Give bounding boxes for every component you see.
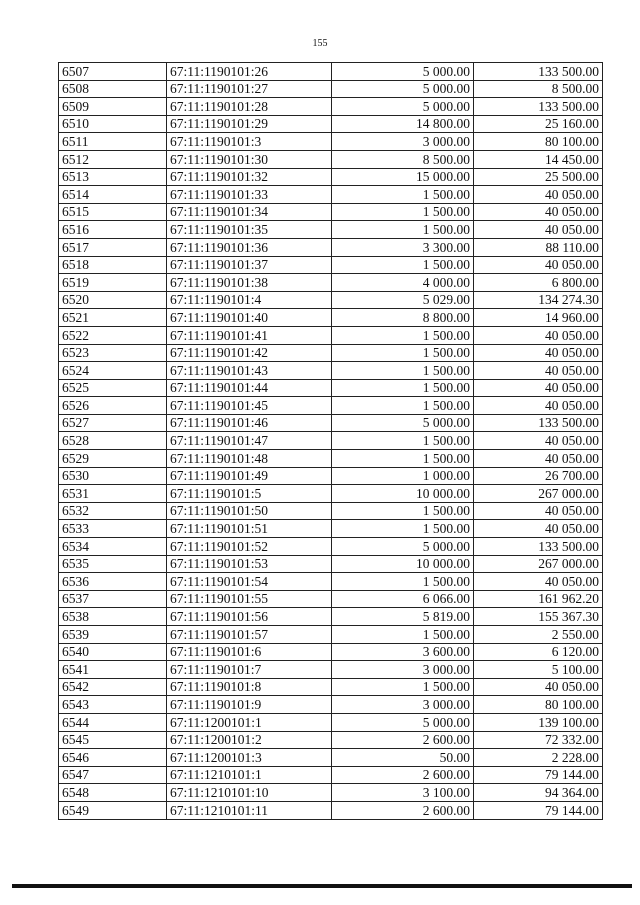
table-row [59, 98, 603, 116]
value-cell: 40 050.00 [474, 326, 603, 344]
row-number-cell: 6533 [59, 520, 167, 538]
table-row [59, 133, 603, 151]
row-number-cell: 6513 [59, 168, 167, 186]
table-row [59, 590, 603, 608]
cadastral-number-cell: 67:11:1190101:45 [167, 397, 332, 415]
area-cell: 1 500.00 [332, 256, 474, 274]
cadastral-number-cell: 67:11:1190101:53 [167, 555, 332, 573]
row-number-cell: 6546 [59, 749, 167, 767]
cadastral-number-cell: 67:11:1190101:26 [167, 63, 332, 81]
value-cell: 40 050.00 [474, 379, 603, 397]
cadastral-number-cell: 67:11:1190101:28 [167, 98, 332, 116]
area-cell: 5 819.00 [332, 608, 474, 626]
area-cell: 3 100.00 [332, 784, 474, 802]
table-row [59, 203, 603, 221]
row-number-cell: 6520 [59, 291, 167, 309]
row-number-cell: 6522 [59, 326, 167, 344]
value-cell: 267 000.00 [474, 555, 603, 573]
row-number-cell: 6538 [59, 608, 167, 626]
area-cell: 10 000.00 [332, 555, 474, 573]
row-number-cell: 6540 [59, 643, 167, 661]
area-cell: 5 000.00 [332, 713, 474, 731]
value-cell: 40 050.00 [474, 520, 603, 538]
cadastral-number-cell: 67:11:1200101:2 [167, 731, 332, 749]
table-row [59, 274, 603, 292]
cadastral-number-cell: 67:11:1190101:5 [167, 485, 332, 503]
cadastral-number-cell: 67:11:1190101:30 [167, 150, 332, 168]
cadastral-number-cell: 67:11:1210101:1 [167, 766, 332, 784]
row-number-cell: 6530 [59, 467, 167, 485]
table-row [59, 150, 603, 168]
table-row [59, 485, 603, 503]
row-number-cell: 6536 [59, 573, 167, 591]
row-number-cell: 6527 [59, 414, 167, 432]
row-number-cell: 6548 [59, 784, 167, 802]
row-number-cell: 6515 [59, 203, 167, 221]
value-cell: 133 500.00 [474, 414, 603, 432]
row-number-cell: 6534 [59, 538, 167, 556]
cadastral-number-cell: 67:11:1190101:51 [167, 520, 332, 538]
table-row [59, 573, 603, 591]
cadastral-number-cell: 67:11:1190101:37 [167, 256, 332, 274]
row-number-cell: 6541 [59, 661, 167, 679]
table-row [59, 467, 603, 485]
value-cell: 161 962.20 [474, 590, 603, 608]
row-number-cell: 6532 [59, 502, 167, 520]
row-number-cell: 6545 [59, 731, 167, 749]
value-cell: 94 364.00 [474, 784, 603, 802]
table-row [59, 555, 603, 573]
cadastral-number-cell: 67:11:1190101:55 [167, 590, 332, 608]
cadastral-number-cell: 67:11:1190101:7 [167, 661, 332, 679]
area-cell: 3 000.00 [332, 661, 474, 679]
value-cell: 40 050.00 [474, 573, 603, 591]
table-row [59, 397, 603, 415]
value-cell: 40 050.00 [474, 203, 603, 221]
area-cell: 1 500.00 [332, 678, 474, 696]
table-row [59, 80, 603, 98]
area-cell: 1 500.00 [332, 344, 474, 362]
value-cell: 133 500.00 [474, 63, 603, 81]
table-row [59, 326, 603, 344]
cadastral-number-cell: 67:11:1190101:29 [167, 115, 332, 133]
table-row [59, 414, 603, 432]
table-body [59, 63, 603, 820]
row-number-cell: 6526 [59, 397, 167, 415]
area-cell: 5 000.00 [332, 98, 474, 116]
row-number-cell: 6531 [59, 485, 167, 503]
row-number-cell: 6523 [59, 344, 167, 362]
area-cell: 1 500.00 [332, 432, 474, 450]
value-cell: 40 050.00 [474, 256, 603, 274]
row-number-cell: 6537 [59, 590, 167, 608]
cadastral-number-cell: 67:11:1190101:43 [167, 362, 332, 380]
table-row [59, 626, 603, 644]
value-cell: 6 120.00 [474, 643, 603, 661]
cadastral-number-cell: 67:11:1190101:48 [167, 450, 332, 468]
row-number-cell: 6508 [59, 80, 167, 98]
row-number-cell: 6517 [59, 238, 167, 256]
area-cell: 5 000.00 [332, 414, 474, 432]
value-cell: 14 450.00 [474, 150, 603, 168]
cadastral-number-cell: 67:11:1190101:47 [167, 432, 332, 450]
row-number-cell: 6549 [59, 801, 167, 819]
area-cell: 5 000.00 [332, 80, 474, 98]
value-cell: 40 050.00 [474, 186, 603, 204]
area-cell: 1 500.00 [332, 502, 474, 520]
table-row [59, 678, 603, 696]
table-row [59, 731, 603, 749]
cadastral-number-cell: 67:11:1190101:40 [167, 309, 332, 327]
area-cell: 1 500.00 [332, 326, 474, 344]
row-number-cell: 6539 [59, 626, 167, 644]
row-number-cell: 6510 [59, 115, 167, 133]
area-cell: 3 000.00 [332, 133, 474, 151]
area-cell: 2 600.00 [332, 731, 474, 749]
cadastral-number-cell: 67:11:1200101:3 [167, 749, 332, 767]
table-row [59, 766, 603, 784]
area-cell: 3 600.00 [332, 643, 474, 661]
row-number-cell: 6529 [59, 450, 167, 468]
area-cell: 5 029.00 [332, 291, 474, 309]
row-number-cell: 6544 [59, 713, 167, 731]
cadastral-number-cell: 67:11:1190101:8 [167, 678, 332, 696]
area-cell: 1 500.00 [332, 379, 474, 397]
row-number-cell: 6521 [59, 309, 167, 327]
cadastral-number-cell: 67:11:1190101:38 [167, 274, 332, 292]
table-row [59, 362, 603, 380]
area-cell: 15 000.00 [332, 168, 474, 186]
area-cell: 3 000.00 [332, 696, 474, 714]
area-cell: 1 500.00 [332, 397, 474, 415]
area-cell: 3 300.00 [332, 238, 474, 256]
row-number-cell: 6535 [59, 555, 167, 573]
table-row [59, 63, 603, 81]
row-number-cell: 6547 [59, 766, 167, 784]
area-cell: 1 500.00 [332, 520, 474, 538]
cadastral-number-cell: 67:11:1190101:36 [167, 238, 332, 256]
area-cell: 50.00 [332, 749, 474, 767]
table-row [59, 256, 603, 274]
table-row [59, 608, 603, 626]
value-cell: 14 960.00 [474, 309, 603, 327]
cadastral-number-cell: 67:11:1190101:3 [167, 133, 332, 151]
cadastral-number-cell: 67:11:1190101:52 [167, 538, 332, 556]
value-cell: 40 050.00 [474, 362, 603, 380]
area-cell: 10 000.00 [332, 485, 474, 503]
value-cell: 133 500.00 [474, 98, 603, 116]
table-row [59, 115, 603, 133]
cadastral-number-cell: 67:11:1190101:4 [167, 291, 332, 309]
cadastral-number-cell: 67:11:1210101:11 [167, 801, 332, 819]
value-cell: 40 050.00 [474, 678, 603, 696]
area-cell: 1 500.00 [332, 450, 474, 468]
cadastral-number-cell: 67:11:1200101:1 [167, 713, 332, 731]
table-row [59, 186, 603, 204]
value-cell: 2 550.00 [474, 626, 603, 644]
row-number-cell: 6518 [59, 256, 167, 274]
cadastral-number-cell: 67:11:1190101:56 [167, 608, 332, 626]
cadastral-number-cell: 67:11:1190101:49 [167, 467, 332, 485]
value-cell: 133 500.00 [474, 538, 603, 556]
value-cell: 2 228.00 [474, 749, 603, 767]
table-row [59, 801, 603, 819]
row-number-cell: 6514 [59, 186, 167, 204]
value-cell: 40 050.00 [474, 221, 603, 239]
row-number-cell: 6511 [59, 133, 167, 151]
cadastral-number-cell: 67:11:1190101:44 [167, 379, 332, 397]
table-row [59, 309, 603, 327]
table-row [59, 238, 603, 256]
cadastral-number-cell: 67:11:1190101:50 [167, 502, 332, 520]
cadastral-number-cell: 67:11:1190101:27 [167, 80, 332, 98]
row-number-cell: 6524 [59, 362, 167, 380]
row-number-cell: 6542 [59, 678, 167, 696]
cadastral-number-cell: 67:11:1190101:46 [167, 414, 332, 432]
cadastral-number-cell: 67:11:1190101:57 [167, 626, 332, 644]
table-row [59, 784, 603, 802]
area-cell: 5 000.00 [332, 538, 474, 556]
row-number-cell: 6519 [59, 274, 167, 292]
row-number-cell: 6516 [59, 221, 167, 239]
value-cell: 79 144.00 [474, 766, 603, 784]
cadastral-number-cell: 67:11:1190101:9 [167, 696, 332, 714]
table-row [59, 291, 603, 309]
value-cell: 40 050.00 [474, 450, 603, 468]
table-row [59, 502, 603, 520]
area-cell: 8 800.00 [332, 309, 474, 327]
value-cell: 40 050.00 [474, 432, 603, 450]
cadastral-number-cell: 67:11:1190101:34 [167, 203, 332, 221]
table-row [59, 344, 603, 362]
value-cell: 25 500.00 [474, 168, 603, 186]
row-number-cell: 6543 [59, 696, 167, 714]
area-cell: 1 000.00 [332, 467, 474, 485]
table-row [59, 520, 603, 538]
area-cell: 2 600.00 [332, 801, 474, 819]
table-row [59, 538, 603, 556]
area-cell: 6 066.00 [332, 590, 474, 608]
parcel-table [58, 62, 603, 820]
page-number: 155 [312, 38, 328, 49]
area-cell: 1 500.00 [332, 221, 474, 239]
area-cell: 2 600.00 [332, 766, 474, 784]
value-cell: 267 000.00 [474, 485, 603, 503]
cadastral-number-cell: 67:11:1190101:54 [167, 573, 332, 591]
cadastral-number-cell: 67:11:1190101:41 [167, 326, 332, 344]
area-cell: 1 500.00 [332, 362, 474, 380]
value-cell: 6 800.00 [474, 274, 603, 292]
cadastral-number-cell: 67:11:1190101:42 [167, 344, 332, 362]
area-cell: 1 500.00 [332, 626, 474, 644]
cadastral-number-cell: 67:11:1190101:35 [167, 221, 332, 239]
table-row [59, 749, 603, 767]
area-cell: 14 800.00 [332, 115, 474, 133]
value-cell: 80 100.00 [474, 696, 603, 714]
table-row [59, 713, 603, 731]
value-cell: 8 500.00 [474, 80, 603, 98]
value-cell: 139 100.00 [474, 713, 603, 731]
area-cell: 8 500.00 [332, 150, 474, 168]
area-cell: 4 000.00 [332, 274, 474, 292]
value-cell: 26 700.00 [474, 467, 603, 485]
value-cell: 5 100.00 [474, 661, 603, 679]
value-cell: 134 274.30 [474, 291, 603, 309]
table-row [59, 168, 603, 186]
area-cell: 1 500.00 [332, 573, 474, 591]
row-number-cell: 6528 [59, 432, 167, 450]
table-row [59, 696, 603, 714]
value-cell: 88 110.00 [474, 238, 603, 256]
row-number-cell: 6509 [59, 98, 167, 116]
value-cell: 155 367.30 [474, 608, 603, 626]
cadastral-number-cell: 67:11:1210101:10 [167, 784, 332, 802]
row-number-cell: 6512 [59, 150, 167, 168]
value-cell: 40 050.00 [474, 502, 603, 520]
table-row [59, 379, 603, 397]
area-cell: 5 000.00 [332, 63, 474, 81]
table-row [59, 661, 603, 679]
table-row [59, 221, 603, 239]
area-cell: 1 500.00 [332, 186, 474, 204]
area-cell: 1 500.00 [332, 203, 474, 221]
value-cell: 79 144.00 [474, 801, 603, 819]
value-cell: 80 100.00 [474, 133, 603, 151]
value-cell: 25 160.00 [474, 115, 603, 133]
cadastral-number-cell: 67:11:1190101:32 [167, 168, 332, 186]
cadastral-number-cell: 67:11:1190101:6 [167, 643, 332, 661]
table-row [59, 450, 603, 468]
value-cell: 72 332.00 [474, 731, 603, 749]
cadastral-number-cell: 67:11:1190101:33 [167, 186, 332, 204]
value-cell: 40 050.00 [474, 397, 603, 415]
table-row [59, 432, 603, 450]
row-number-cell: 6525 [59, 379, 167, 397]
value-cell: 40 050.00 [474, 344, 603, 362]
row-number-cell: 6507 [59, 63, 167, 81]
table-row [59, 643, 603, 661]
bottom-rule [12, 884, 632, 888]
